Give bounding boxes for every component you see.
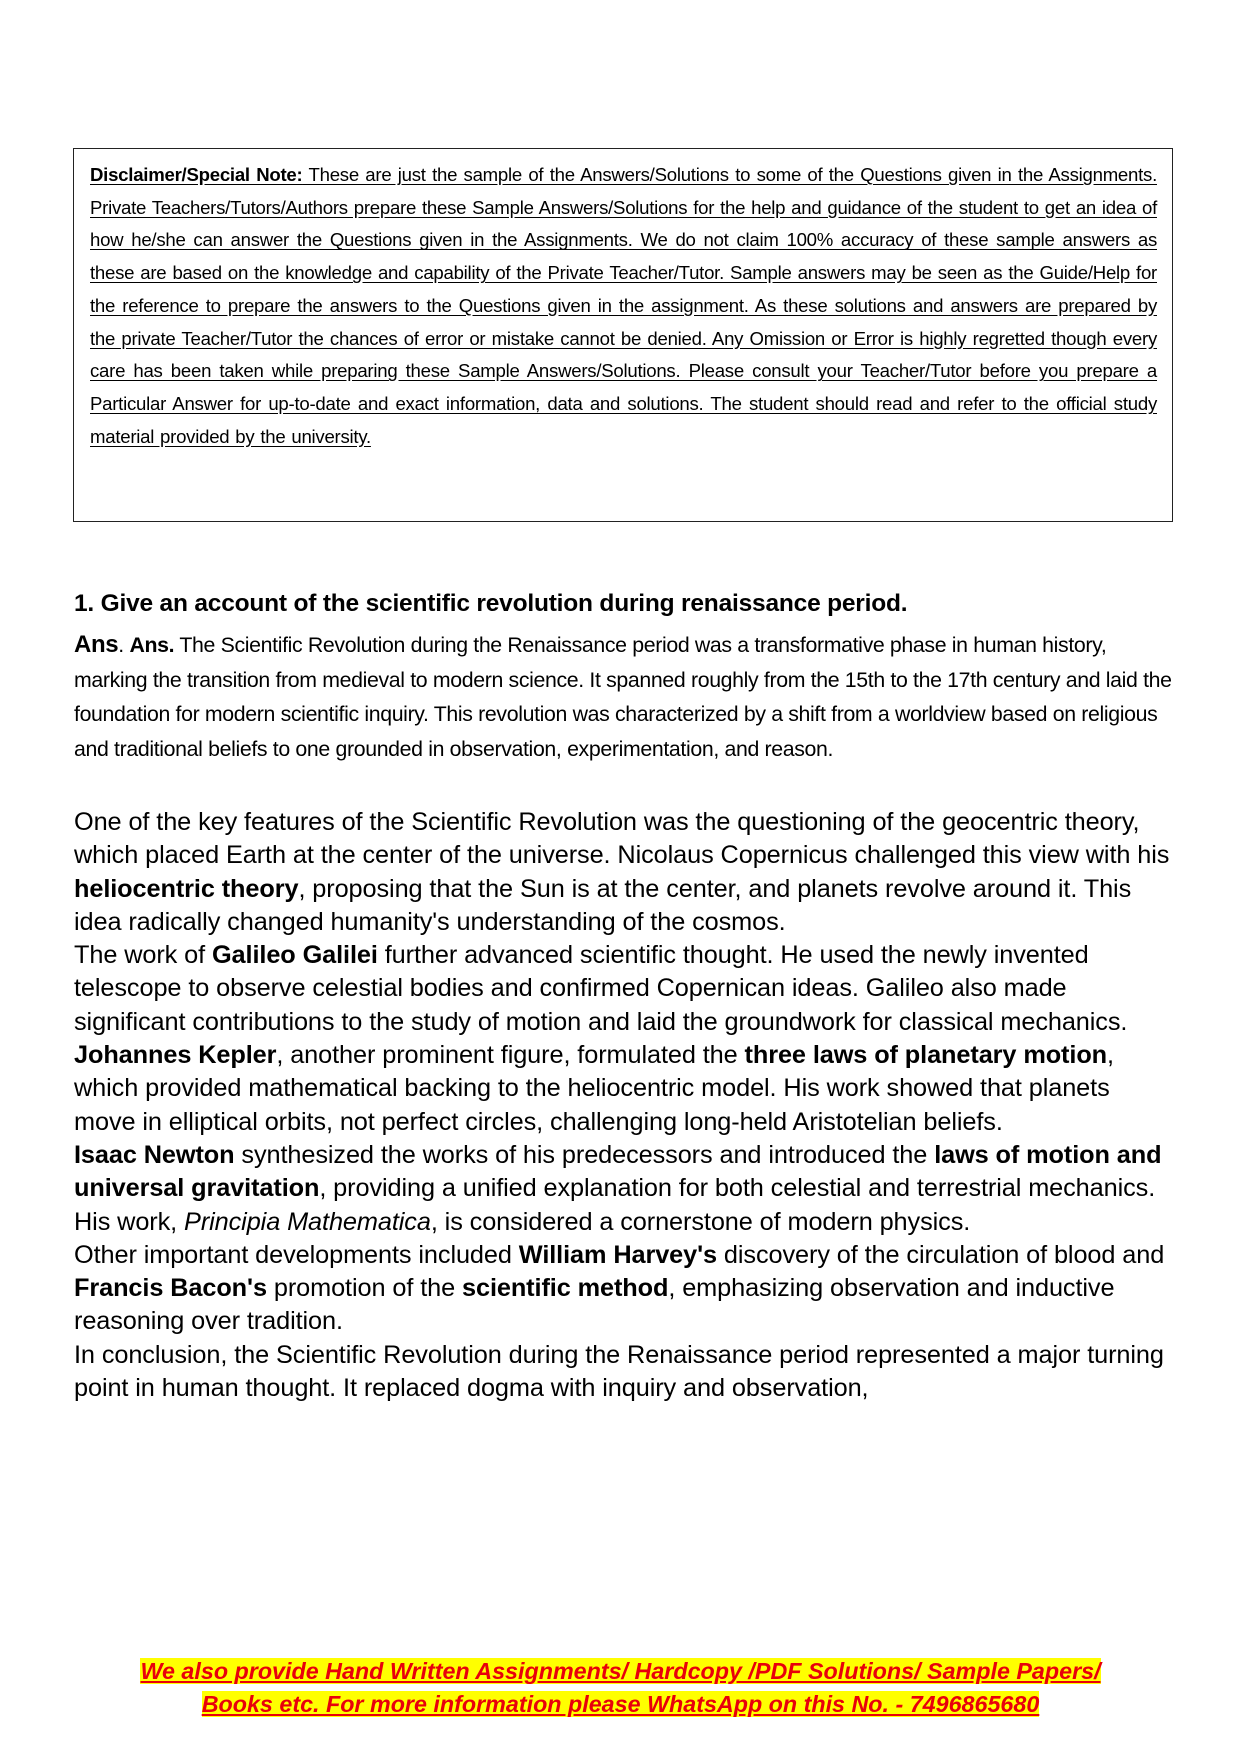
text-run: In conclusion, the Scientific Revolution during the Renaissance period represented a major turning point in human thought. It replaced dogma with inquiry and observation, <box>74 1340 1164 1403</box>
bold-term: Francis Bacon's <box>74 1274 267 1303</box>
bold-term: scientific method <box>462 1274 669 1303</box>
question-heading: 1. Give an account of the scientific revolution during renaissance period. <box>74 590 908 617</box>
paragraph-conclusion <box>74 1339 1174 1406</box>
bold-term: laws of motion and universal gravitation <box>74 1140 1162 1203</box>
paragraph-copernicus <box>74 806 1174 939</box>
disclaimer-box <box>73 148 1173 522</box>
text-run: , emphasizing observation and inductive reasoning over tradition. <box>74 1274 1115 1336</box>
text-run: The work of <box>74 941 212 970</box>
bold-term: Galileo Galilei <box>211 941 378 970</box>
disclaimer-body: These are just the sample of the Answers/Solutions to some of the Questions given in the Assignments. Private Teachers/Tutors/Authors prepare these Sample Answers/Solutions for the help and guidance of the student to get an idea of how he/she can answer the Questions given in the Assignments. We do not claim 100% accuracy of these sample answers as these are based on the knowledge and capability of the Private Teacher/Tutor. Sample answers may be seen as the Guide/Help for the reference to prepare the answers to the Questions given in the assignment. As these solutions and answers are prepared by the private Teacher/Tutor the chances of error or mistake cannot be denied. Any Omission or Error is highly regretted though every care has been taken while preparing these Sample Answers/Solutions. Please consult your Teacher/Tutor before you prepare a Particular Answer for up-to-date and exact information, data and solutions. The student should read and refer to the official study material provided by the university. <box>90 164 1157 447</box>
text-run: synthesized the works of his predecessors and introduced the <box>234 1140 935 1169</box>
text-run: Other important developments included <box>74 1240 519 1269</box>
footer-line-2: Books etc. For more information please WhatsApp on this No. - 7496865680 <box>201 1691 1040 1717</box>
text-run: , providing a unified explanation for both celestial and terrestrial mechanics. His work, <box>74 1174 1156 1236</box>
answer-label: Ans <box>74 631 119 658</box>
paragraph-other-developments <box>74 1239 1174 1339</box>
text-run: , proposing that the Sun is at the center, and planets revolve around it. This idea radically changed humanity's understanding of the cosmos. <box>74 874 1132 936</box>
bold-term: three laws of planetary motion <box>744 1041 1108 1070</box>
footer-promo <box>0 1655 1241 1721</box>
footer-line-1: We also provide Hand Written Assignments/ Hardcopy /PDF Solutions/ Sample Papers/ <box>140 1658 1101 1684</box>
paragraph-newton <box>74 1139 1174 1239</box>
answer-intro <box>74 628 1174 767</box>
answer-intro-text: The Scientific Revolution during the Renaissance period was a transformative phase in human history, marking the transition from medieval to modern science. It spanned roughly from the 15th to the 17th century and laid the foundation for modern scientific inquiry. This revolution was characterized by a shift from a worldview based on religious and traditional beliefs to one grounded in observation, experimentation, and reason. <box>74 633 1172 762</box>
bold-term: William Harvey's <box>518 1240 717 1269</box>
text-run: One of the key features of the Scientific Revolution was the questioning of the geocentric theory, which placed Earth at the center of the universe. Nicolaus Copernicus challenged this view with his <box>74 808 1170 870</box>
paragraph-kepler <box>74 1039 1174 1139</box>
text-run: promotion of the <box>266 1274 462 1303</box>
bold-term: Isaac Newton <box>74 1140 235 1169</box>
text-run: further advanced scientific thought. He used the newly invented telescope to observe celestial bodies and confirmed Copernican ideas. Galileo also made significant contributions to the study of motion and laid the groundwork for classical mechanics. <box>74 941 1128 1036</box>
paragraph-galileo <box>74 939 1174 1039</box>
bold-term: Johannes Kepler <box>74 1041 277 1070</box>
answer-label-sep: . <box>118 633 130 657</box>
disclaimer-text <box>90 159 1157 453</box>
disclaimer-lead: Disclaimer/Special Note: <box>90 164 303 185</box>
bold-term: heliocentric theory <box>74 874 299 903</box>
text-run: , is considered a cornerstone of modern physics. <box>430 1207 971 1236</box>
answer-label-repeat: Ans. <box>129 633 175 657</box>
answer-body <box>74 806 1174 1405</box>
text-run: discovery of the circulation of blood and <box>717 1240 1165 1269</box>
italic-title: Principia Mathematica <box>184 1207 431 1236</box>
text-run: , which provided mathematical backing to the heliocentric model. His work showed that planets move in elliptical orbits, not perfect circles, challenging long-held Aristotelian beliefs. <box>74 1041 1114 1136</box>
text-run: , another prominent figure, formulated the <box>276 1041 745 1070</box>
